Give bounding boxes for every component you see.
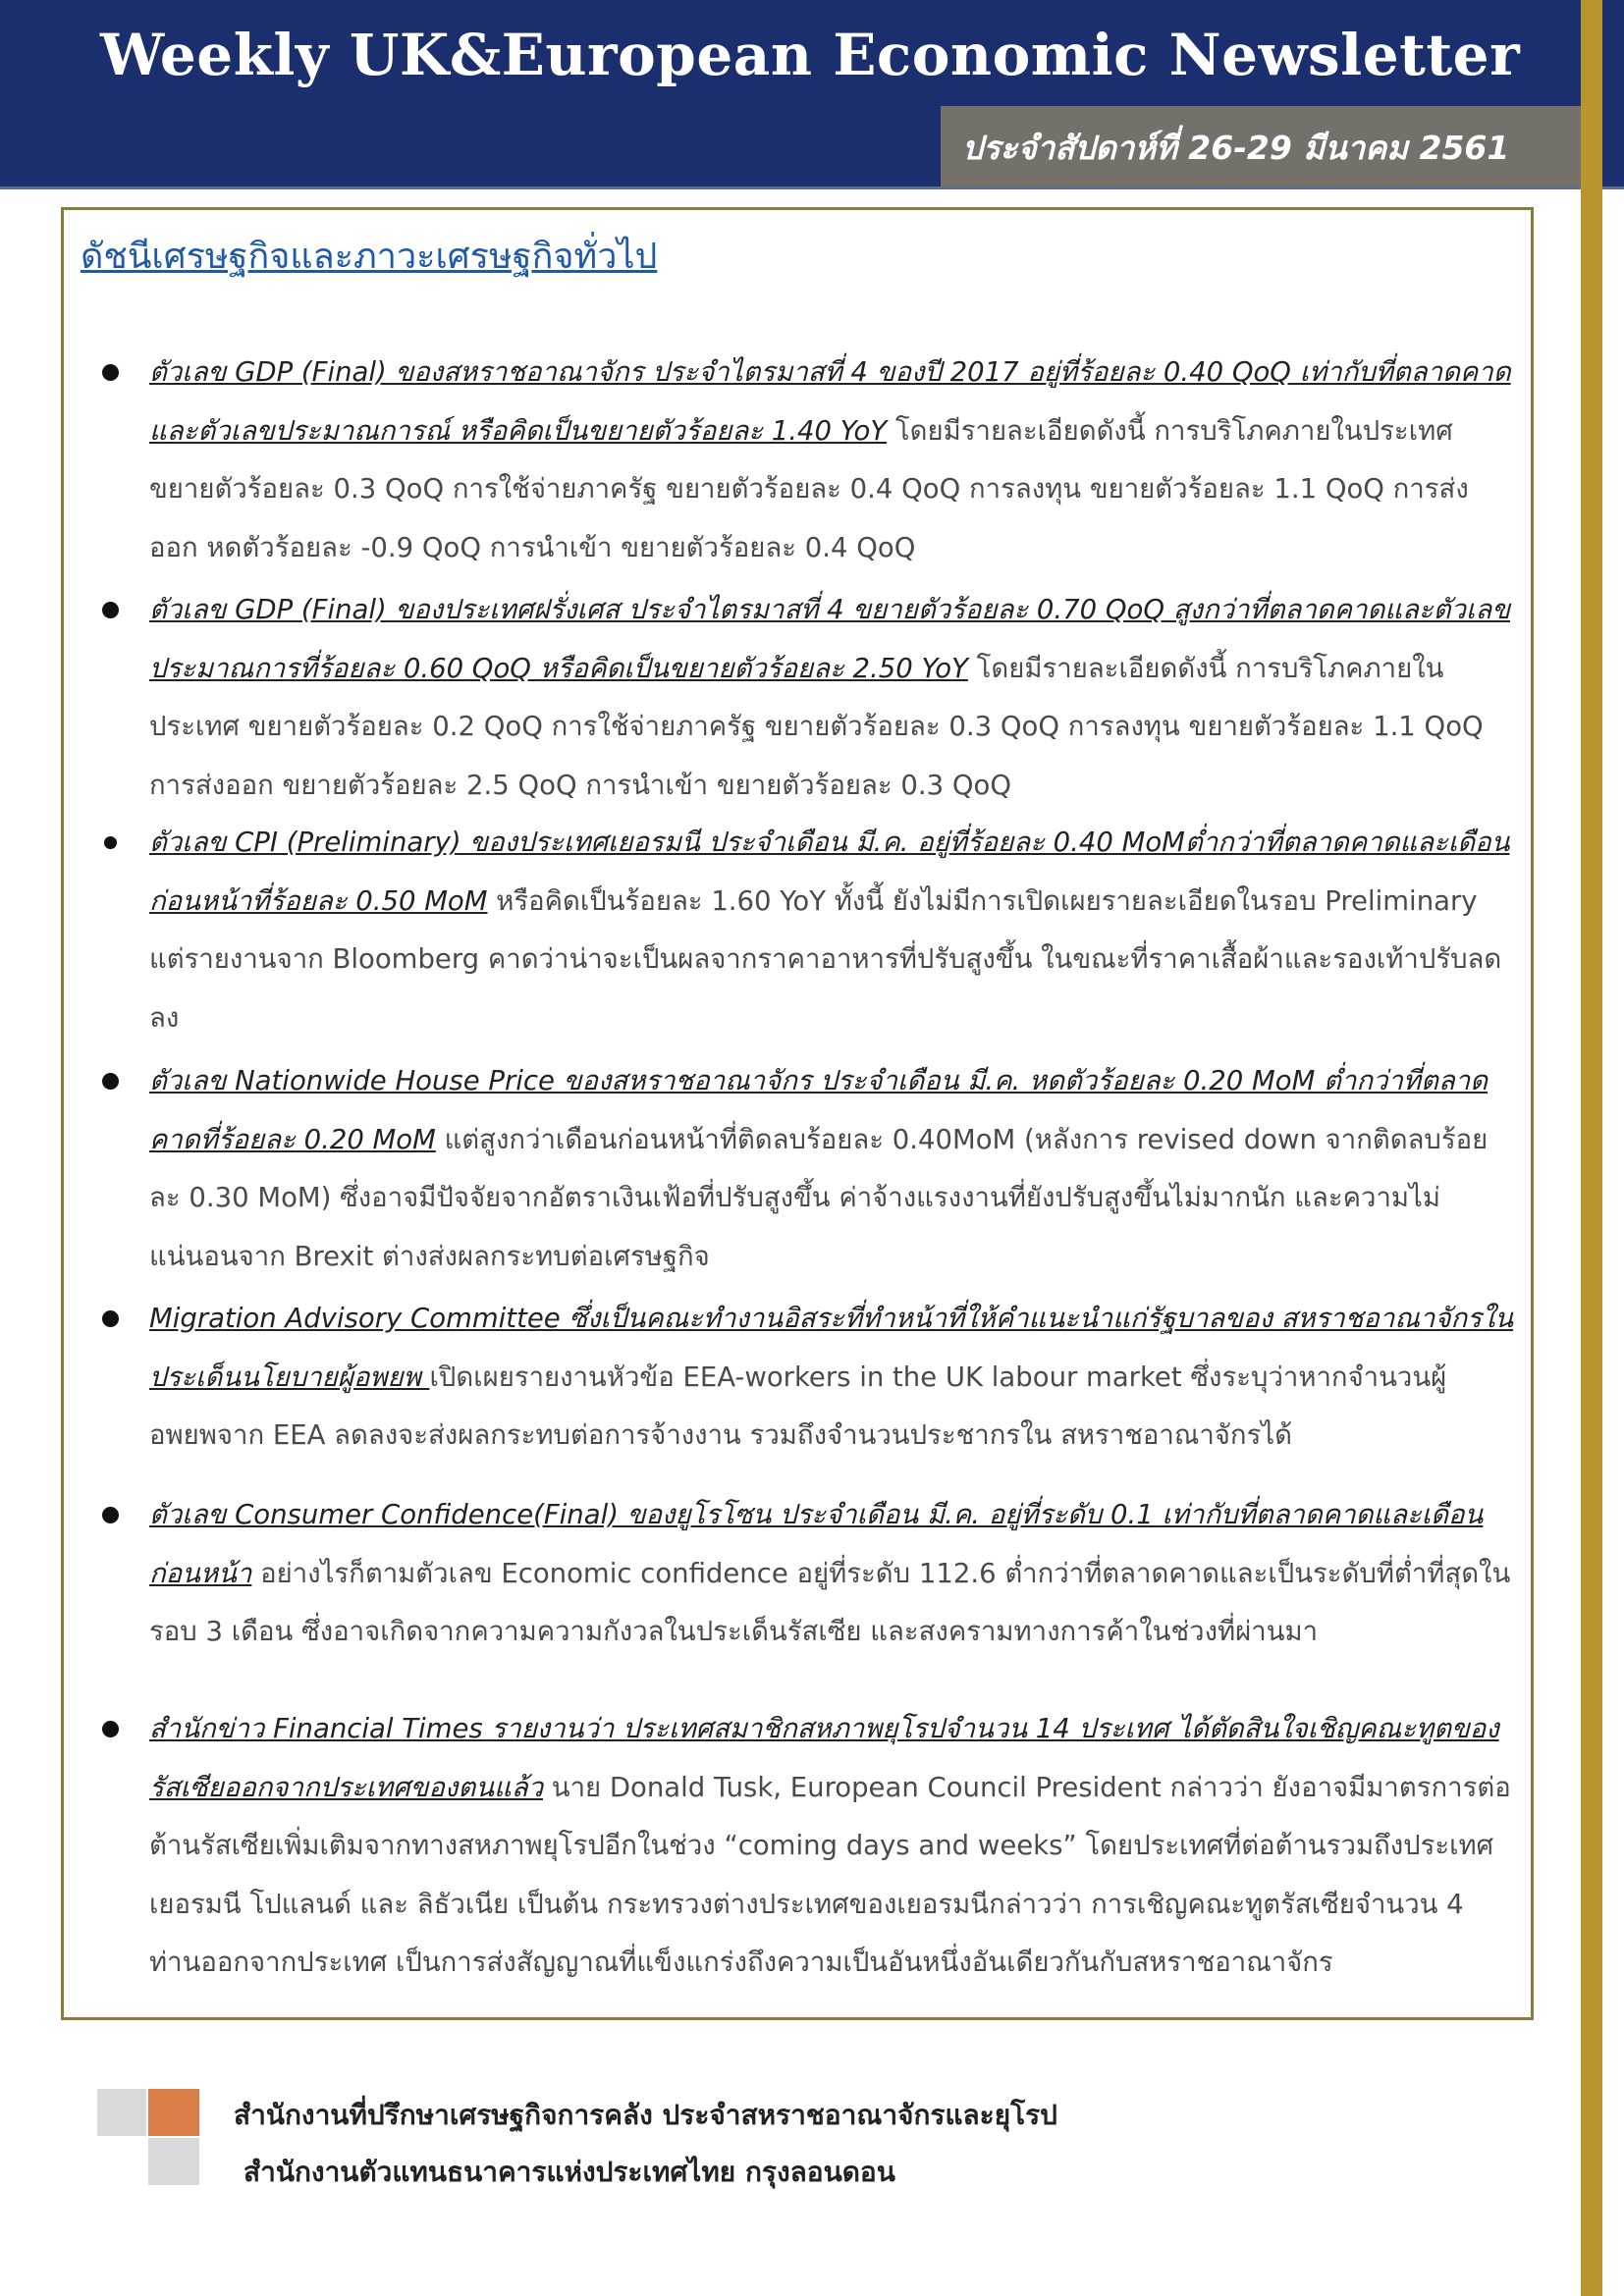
bullet-icon — [102, 1073, 119, 1090]
news-item-headline: ตัวเลข GDP (Final) ของประเทศฝรั่งเศส ประจำไตรมาสที่ 4 ขยายตัวร้อยละ 0.70 QoQ สูงกว่าที่ตลาดคาดและตัวเลขประมาณการที่ร้อยละ 0.60 QoQ หรือคิดเป็นขยายตัวร้อยละ 2.50 YoY — [149, 594, 1511, 684]
newsletter-title: Weekly UK&European Economic Newsletter — [100, 22, 1521, 88]
footer-logo-square — [97, 2089, 146, 2136]
news-item-body: อย่างไรก็ตามตัวเลข Economic confidence อยู่ที่ระดับ 112.6 ต่ำกว่าที่ตลาดคาดและเป็นระดับที่ต่ำที่สุดในรอบ 3 เดือน ซึ่งอาจเกิดจากความความกังวลในประเด็นรัสเซีย และสงครามทางการค้าในช่วงที่ผ่านมา — [149, 1557, 1511, 1647]
news-item-text — [149, 1052, 1514, 1286]
news-item-text — [149, 1290, 1514, 1466]
news-item-text — [149, 1486, 1514, 1662]
news-item-headline: ตัวเลข Nationwide House Price ของสหราชอาณาจักร ประจำเดือน มี.ค. หดตัวร้อยละ 0.20 MoM ต่ำกว่าที่ตลาดคาดที่ร้อยละ 0.20 MoM — [149, 1065, 1489, 1155]
news-item-text — [149, 1700, 1514, 1993]
news-item-headline: ตัวเลข CPI (Preliminary) ของประเทศเยอรมนี ประจำเดือน มี.ค. อยู่ที่ร้อยละ 0.40 MoMต่ำกว่าที่ตลาดคาดและเดือนก่อนหน้าที่ร้อยละ 0.50 MoM — [149, 827, 1510, 917]
footer-logo-square-orange — [148, 2089, 199, 2136]
bullet-icon — [102, 1310, 119, 1327]
news-item-headline: Migration Advisory Committee ซึ่งเป็นคณะทำงานอิสระที่ทำหน้าที่ให้คำแนะนำแก่รัฐบาลของ สหราชอาณาจักรในประเด็นนโยบายผู้อพยพ — [149, 1303, 1514, 1393]
date-banner — [941, 106, 1581, 187]
bullet-icon — [102, 364, 119, 381]
section-title: ดัชนีเศรษฐกิจและภาวะเศรษฐกิจทั่วไป — [81, 237, 658, 277]
issue-date: ประจำสัปดาห์ที่ 26-29 มีนาคม 2561 — [962, 129, 1510, 167]
news-item-body: แต่สูงกว่าเดือนก่อนหน้าที่ติดลบร้อยละ 0.40MoM (หลังการ revised down จากติดลบร้อยละ 0.30 MoM) ซึ่งอาจมีปัจจัยจากอัตราเงินเฟ้อที่ปรับสูงขึ้น ค่าจ้างแรงงานที่ยังปรับสูงขึ้นไม่มากนัก และความไม่แน่นอนจาก Brexit ต่างส่งผลกระทบต่อเศรษฐกิจ — [149, 1123, 1489, 1272]
gold-side-bar — [1581, 0, 1602, 2296]
bullet-icon — [102, 1507, 119, 1523]
bullet-icon — [102, 1721, 119, 1737]
news-item-body: นาย Donald Tusk, European Council President กล่าวว่า ยังอาจมีมาตรการต่อต้านรัสเซียเพิ่มเติมจากทางสหภาพยุโรปอีกในช่วง “coming days and weeks” โดยประเทศที่ต่อต้านรวมถึงประเทศเยอรมนี โปแลนด์ และ ลิธัวเนีย เป็นต้น กระทรวงต่างประเทศของเยอรมนีกล่าวว่า การเชิญคณะทูตรัสเซียจำนวน 4 ท่านออกจากประเทศ เป็นการส่งสัญญาณที่แข็งแกร่งถึงความเป็นอันหนึ่งอันเดียวกันกับสหราชอาณาจักร — [149, 1771, 1511, 1978]
bullet-icon — [104, 836, 117, 849]
news-item-body: เปิดเผยรายงานหัวข้อ EEA-workers in the UK labour market ซึ่งระบุว่าหากจำนวนผู้อพยพจาก EEA ลดลงจะส่งผลกระทบต่อการจ้างงาน รวมถึงจำนวนประชากรใน สหราชอาณาจักรได้ — [149, 1361, 1447, 1451]
news-item-body: หรือคิดเป็นร้อยละ 1.60 YoY ทั้งนี้ ยังไม่มีการเปิดเผยรายละเอียดในรอบ Preliminary แต่รายงานจาก Bloomberg คาดว่าน่าจะเป็นผลจากราคาอาหารที่ปรับสูงขึ้น ในขณะที่ราคาเสื้อผ้าและรองเท้าปรับลดลง — [149, 884, 1502, 1034]
news-item-body: โดยมีรายละเอียดดังนี้ การบริโภคภายในประเทศ ขยายตัวร้อยละ 0.2 QoQ การใช้จ่ายภาครัฐ ขยายตัวร้อยละ 0.3 QoQ การลงทุน ขยายตัวร้อยละ 1.1 QoQ การส่งออก ขยายตัวร้อยละ 2.5 QoQ การนำเข้า ขยายตัวร้อยละ 0.3 QoQ — [149, 652, 1484, 801]
news-item-text — [149, 814, 1514, 1047]
news-item-text — [149, 581, 1514, 815]
footer-bank-line: สำนักงานตัวแทนธนาคารแห่งประเทศไทย กรุงลอนดอน — [244, 2156, 895, 2188]
bullet-icon — [102, 602, 119, 618]
news-item-body: โดยมีรายละเอียดดังนี้ การบริโภคภายในประเทศ ขยายตัวร้อยละ 0.3 QoQ การใช้จ่ายภาครัฐ ขยายตัวร้อยละ 0.4 QoQ การลงทุน ขยายตัวร้อยละ 1.1 QoQ การส่งออก หดตัวร้อยละ -0.9 QoQ การนำเข้า ขยายตัวร้อยละ 0.4 QoQ — [149, 414, 1469, 563]
news-item-headline: ตัวเลข Consumer Confidence(Final) ของยูโรโซน ประจำเดือน มี.ค. อยู่ที่ระดับ 0.1 เท่ากับที่ตลาดคาดและเดือนก่อนหน้า — [149, 1499, 1484, 1589]
news-item-text — [149, 344, 1514, 577]
footer-office-line: สำนักงานที่ปรึกษาเศรษฐกิจการคลัง ประจำสหราชอาณาจักรและยุโรป — [234, 2099, 1057, 2131]
footer-logo-square — [148, 2138, 199, 2185]
news-item-headline: ตัวเลข GDP (Final) ของสหราชอาณาจักร ประจำไตรมาสที่ 4 ของปี 2017 อยู่ที่ร้อยละ 0.40 QoQ เท่ากับที่ตลาดคาดและตัวเลขประมาณการณ์ หรือคิดเป็นขยายตัวร้อยละ 1.40 YoY — [149, 356, 1511, 447]
news-item-headline: สำนักข่าว Financial Times รายงานว่า ประเทศสมาชิกสหภาพยุโรปจำนวน 14 ประเทศ ได้ตัดสินใจเชิญคณะทูตของรัสเซียออกจากประเทศของตนแล้ว — [149, 1713, 1499, 1803]
